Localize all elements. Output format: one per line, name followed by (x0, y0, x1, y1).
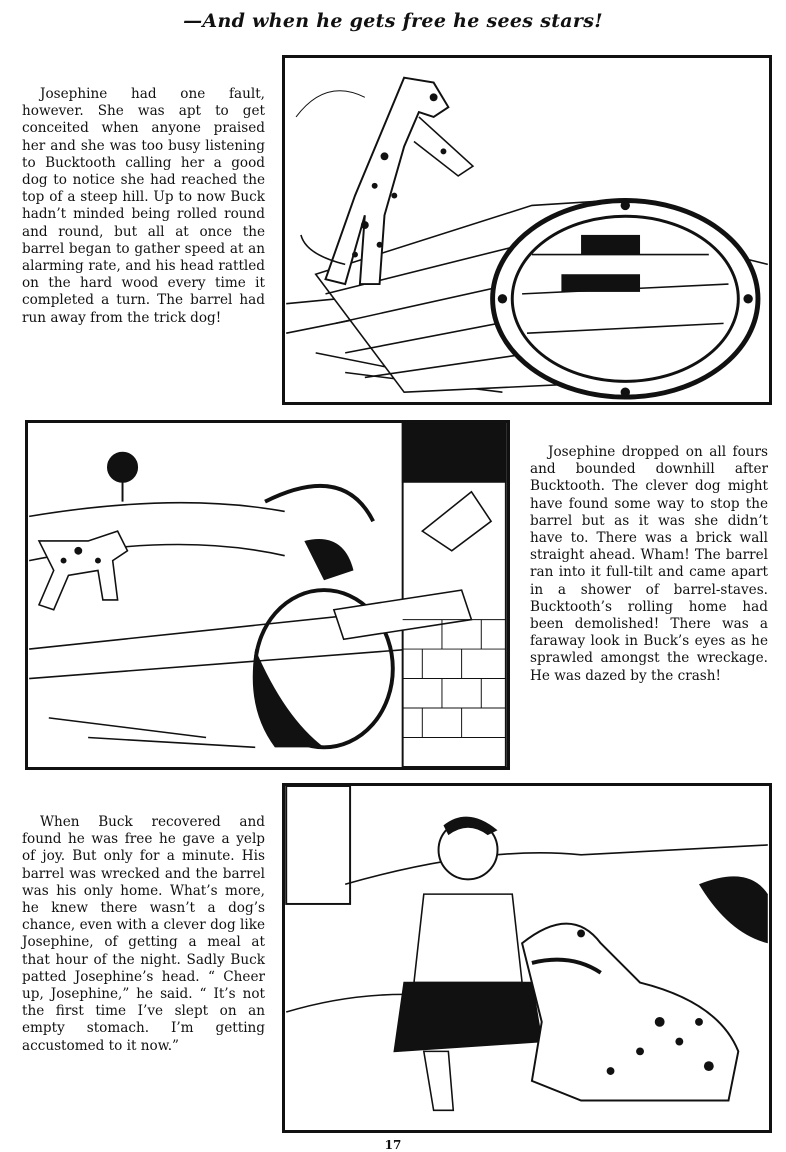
comic-panel-1 (282, 55, 772, 405)
boy-and-dog-illustration (285, 786, 769, 1130)
paragraph-1 (22, 86, 265, 327)
dog-on-barrel-illustration (285, 58, 769, 402)
comic-panel-2 (25, 420, 510, 770)
paragraph-1-text: Josephine had one fault, however. She was apt to get conceited when anyone praised her and she was too busy listening to Bucktooth calling her a good dog to notice she had reached the top of a steep hill. Up to now Buck hadn’t minded being rolled round and round, but all at once the barrel began to gather speed at an alarming rate, and his head rattled on the hard wood every time it completed a turn. The barrel had run away from the trick dog! (22, 86, 265, 326)
paragraph-2-text: Josephine dropped on all fours and bounded downhill after Bucktooth. The clever dog might have found some way to stop the barrel but as it was she didn’t have to. There was a brick wall straight ahead. Wham! The barrel ran into it full-tilt and came apart in a shower of barrel-staves. Bucktooth’s rolling home had been demolished! There was a faraway look in Buck’s eyes as he sprawled amongst the wreckage. He was dazed by the crash! (530, 444, 768, 684)
page-title: —And when he gets free he sees stars! (183, 10, 603, 32)
page-number: 17 (384, 1138, 402, 1152)
paragraph-3 (22, 814, 265, 1055)
paragraph-2 (530, 444, 768, 685)
barrel-crash-illustration (28, 423, 507, 767)
paragraph-3-text: When Buck recovered and found he was free he gave a yelp of joy. But only for a minute. His barrel was wrecked and the barrel was his only home. What’s more, he knew there wasn’t a dog’s chance, even with a clever dog like Josephine, of getting a meal at that hour of the night. Sadly Buck patted Josephine’s head. “ Cheer up, Josephine,” he said. “ It’s not the first time I’ve slept on an empty stomach. I’m getting accustomed to it now.” (22, 814, 265, 1054)
comic-panel-3 (282, 783, 772, 1133)
